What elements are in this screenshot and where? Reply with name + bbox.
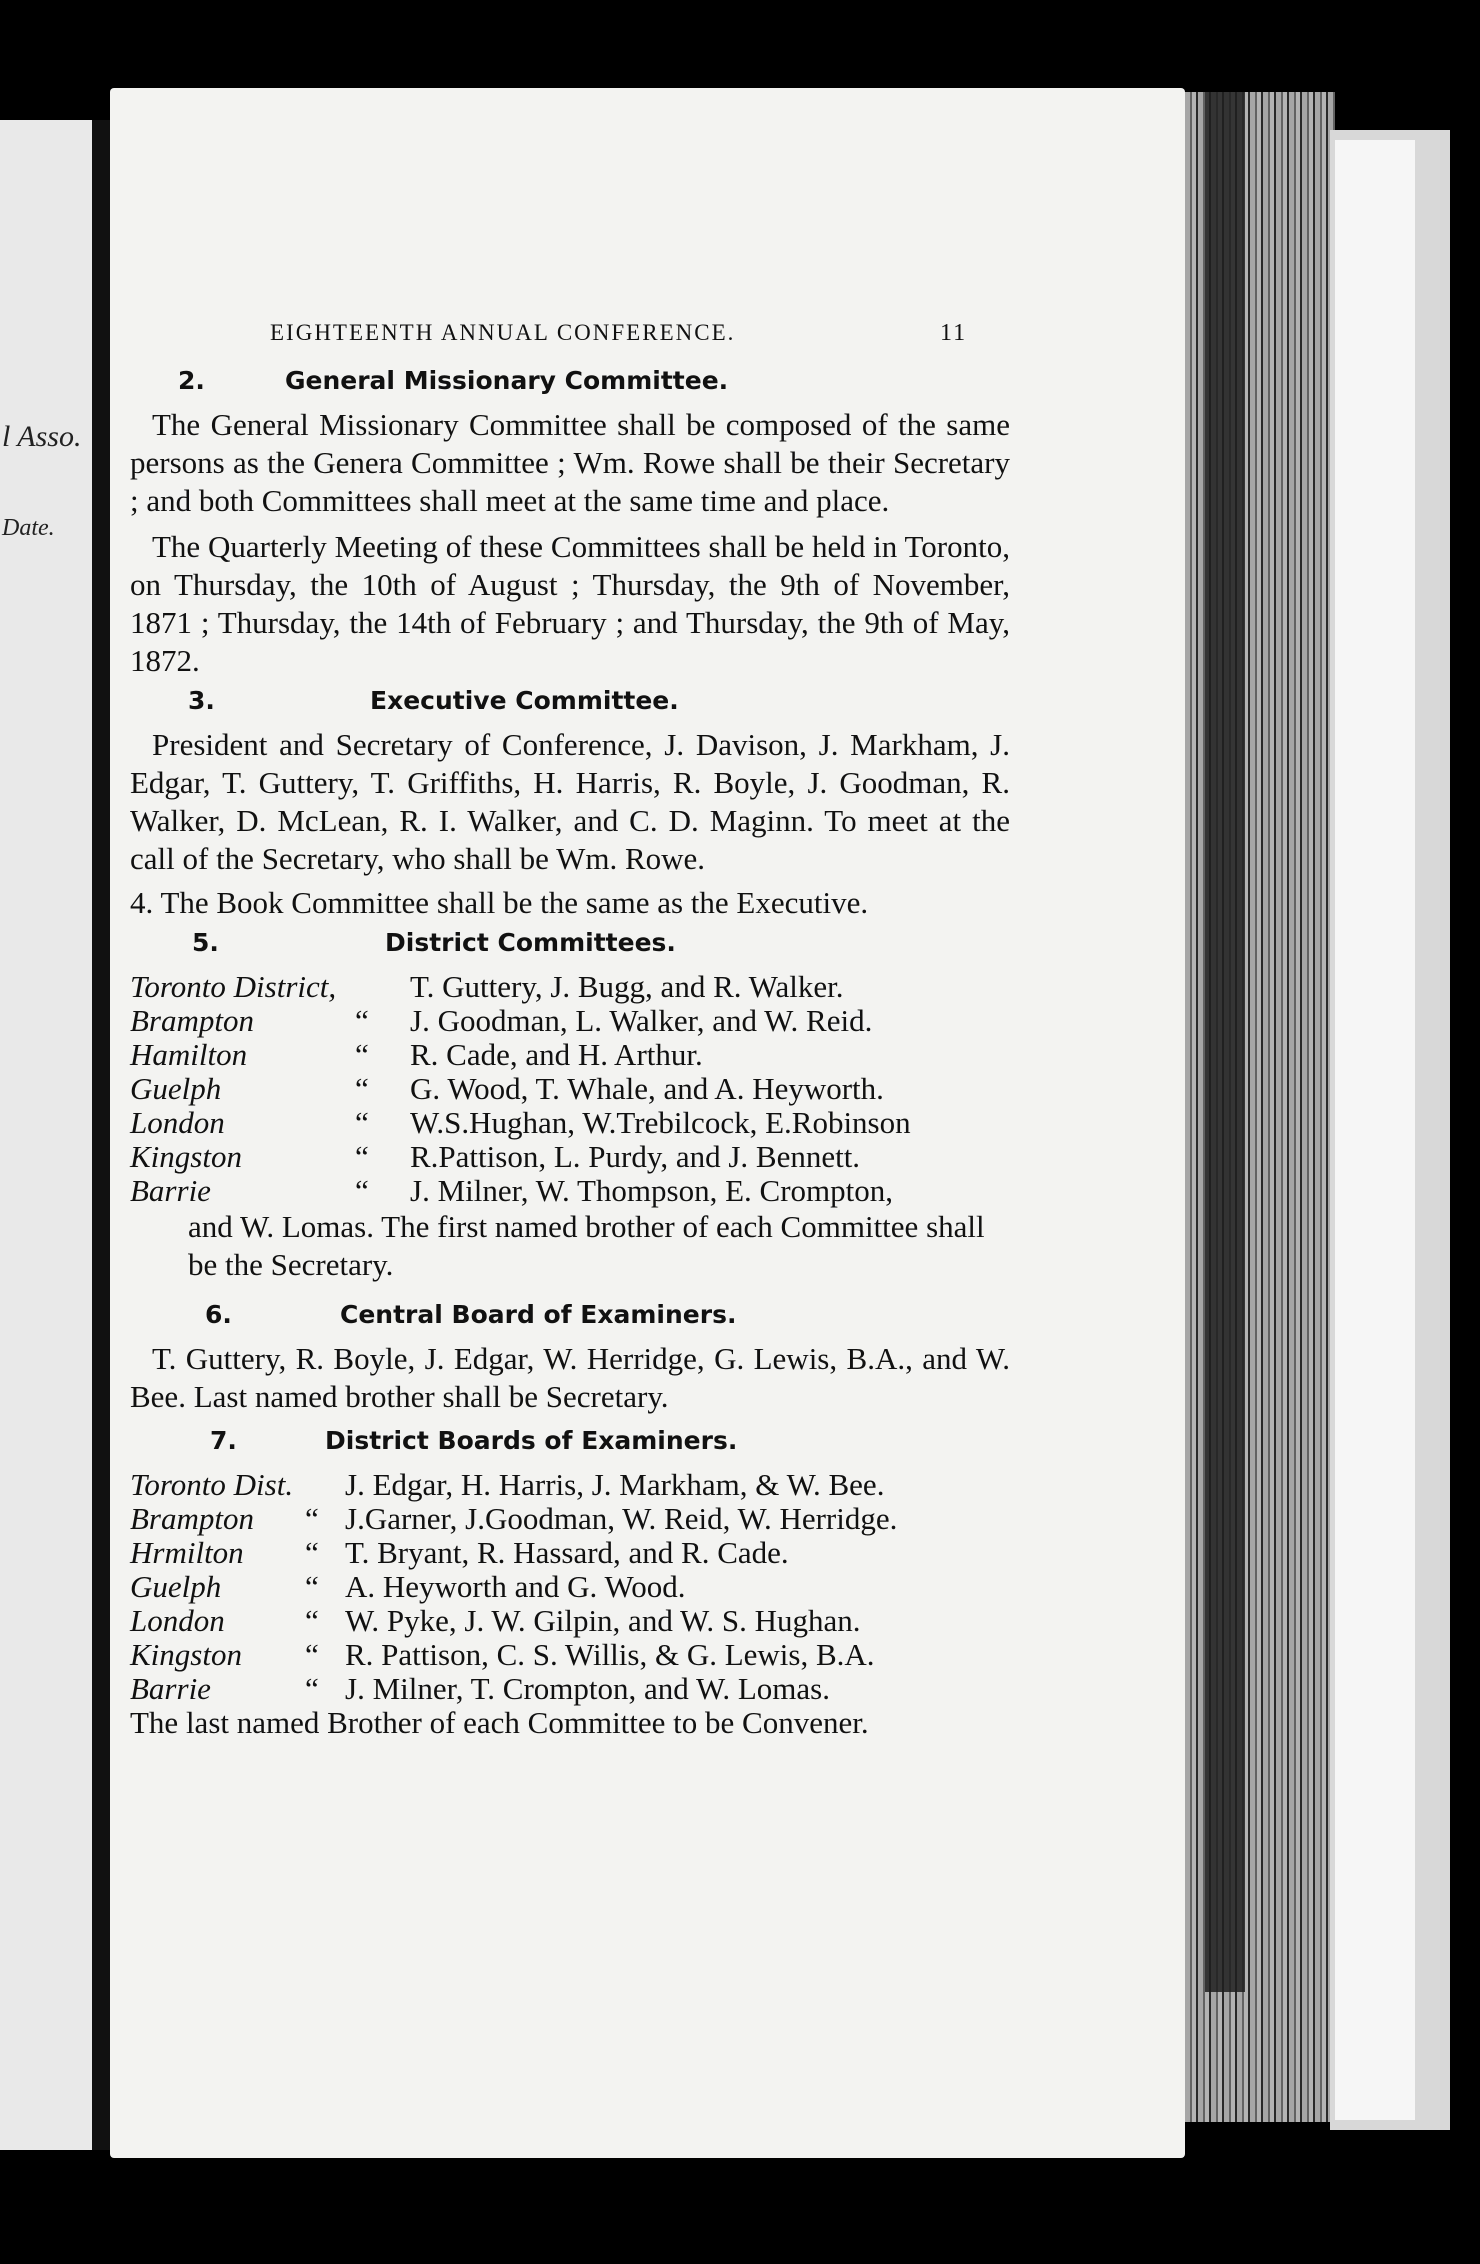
member-list: G. Wood, T. Whale, and A. Heyworth. (410, 1071, 884, 1106)
section-number: 5. (192, 928, 219, 957)
district-name: Toronto Dist. (130, 1467, 294, 1502)
section-title: District Boards of Examiners. (325, 1426, 738, 1455)
list-item (130, 1468, 1010, 1502)
list-item (130, 1672, 1010, 1706)
member-list: J. Milner, T. Crompton, and W. Lomas. (345, 1671, 830, 1706)
left-page-gutter (92, 120, 110, 2150)
ditto-mark: “ (305, 1501, 319, 1536)
board-footer: The last named Brother of each Committee to be Convener. (130, 1705, 869, 1740)
ditto-mark: “ (355, 1071, 369, 1106)
page-number: 11 (940, 320, 968, 346)
left-page-fragment: l Asso. (2, 420, 82, 453)
ditto-mark: “ (305, 1603, 319, 1638)
member-list: T. Bryant, R. Hassard, and R. Cade. (345, 1535, 789, 1570)
header-title: EIGHTEENTH ANNUAL CONFERENCE. (270, 320, 736, 345)
member-list: J. Goodman, L. Walker, and W. Reid. (410, 1003, 873, 1038)
section-heading (130, 922, 1010, 968)
district-name: Kingston (130, 1637, 242, 1672)
district-name: Hrmilton (130, 1535, 244, 1570)
district-committee-list (130, 970, 1010, 1208)
district-name: Hamilton (130, 1037, 248, 1072)
running-header (130, 320, 1010, 360)
list-item (130, 1502, 1010, 1536)
member-list: T. Guttery, J. Bugg, and R. Walker. (410, 969, 844, 1004)
list-item (130, 1604, 1010, 1638)
section-heading (130, 680, 1010, 726)
ditto-mark (305, 1468, 345, 1502)
ditto-mark: “ (355, 1037, 369, 1072)
district-name: Barrie (130, 1173, 211, 1208)
ditto-mark: “ (305, 1569, 319, 1604)
district-name: London (130, 1105, 225, 1140)
member-list: W.S.Hughan, W.Trebilcock, E.Robinson (410, 1105, 911, 1140)
district-name: London (130, 1603, 225, 1638)
member-list: W. Pyke, J. W. Gilpin, and W. S. Hughan. (345, 1603, 861, 1638)
book-committee-line: 4. The Book Committee shall be the same as the Executive. (130, 885, 869, 920)
section-title: Executive Committee. (370, 686, 679, 715)
list-item (130, 1174, 1010, 1208)
paragraph: T. Guttery, R. Boyle, J. Edgar, W. Herridge, G. Lewis, B.A., and W. Bee. Last named brother shall be Secretary. (130, 1341, 1010, 1414)
page-content (130, 320, 1010, 1740)
district-name: Toronto District, (130, 969, 337, 1004)
district-note: and W. Lomas. The first named brother of each Committee shall be the Secretary. (188, 1209, 985, 1282)
back-cover-inner (1335, 140, 1415, 2120)
district-name: Barrie (130, 1671, 211, 1706)
section-title: District Committees. (385, 928, 676, 957)
district-name: Kingston (130, 1139, 242, 1174)
district-name: Guelph (130, 1071, 222, 1106)
district-name: Guelph (130, 1569, 222, 1604)
member-list: R. Cade, and H. Arthur. (410, 1037, 703, 1072)
paragraph: The General Missionary Committee shall be composed of the same persons as the Genera Committee ; Wm. Rowe shall be their Secretary ; and both Committees shall meet at the same time and place. (130, 407, 1010, 518)
district-name: Brampton (130, 1003, 254, 1038)
section-number: 3. (188, 686, 215, 715)
paragraph: President and Secretary of Conference, J. Davison, J. Markham, J. Edgar, T. Guttery, T. Griffiths, H. Harris, R. Boyle, J. Goodman, R. Walker, D. McLean, R. I. Walker, and C. D. Maginn. To meet at the call of the Secretary, who shall be Wm. Rowe. (130, 727, 1010, 876)
section-number: 7. (210, 1426, 237, 1455)
ditto-mark: “ (355, 1173, 369, 1208)
ditto-mark: “ (355, 1105, 369, 1140)
member-list: J.Garner, J.Goodman, W. Reid, W. Herridge. (345, 1501, 898, 1536)
list-item (130, 1106, 1010, 1140)
list-item (130, 1638, 1010, 1672)
section-heading (130, 1294, 1010, 1340)
section-number: 6. (205, 1300, 232, 1329)
member-list: R. Pattison, C. S. Willis, & G. Lewis, B.A. (345, 1637, 875, 1672)
list-item (130, 1038, 1010, 1072)
member-list: J. Edgar, H. Harris, J. Markham, & W. Bee. (345, 1467, 885, 1502)
list-item (130, 1536, 1010, 1570)
section-heading (130, 1420, 1010, 1466)
ditto-mark: “ (305, 1535, 319, 1570)
list-item (130, 970, 1010, 1004)
book-fore-edge (1205, 92, 1245, 1992)
section-title: General Missionary Committee. (285, 366, 729, 395)
section-number: 2. (178, 366, 205, 395)
section-title: Central Board of Examiners. (340, 1300, 737, 1329)
district-name: Brampton (130, 1501, 254, 1536)
member-list: A. Heyworth and G. Wood. (345, 1569, 686, 1604)
member-list: R.Pattison, L. Purdy, and J. Bennett. (410, 1139, 861, 1174)
list-item (130, 1072, 1010, 1106)
ditto-mark: “ (305, 1637, 319, 1672)
left-page-fragment: Date. (2, 515, 55, 541)
ditto-mark: “ (355, 1003, 369, 1038)
section-heading (130, 360, 1010, 406)
ditto-mark: “ (355, 1139, 369, 1174)
ditto-mark (355, 970, 410, 1004)
paragraph: The Quarterly Meeting of these Committees shall be held in Toronto, on Thursday, the 10th of August ; Thursday, the 9th of November, 1871 ; Thursday, the 14th of February ; and Thursday, the 9th of May, 1872. (130, 529, 1010, 678)
district-board-list (130, 1468, 1010, 1706)
member-list: J. Milner, W. Thompson, E. Crompton, (410, 1173, 894, 1208)
list-item (130, 1140, 1010, 1174)
list-item (130, 1004, 1010, 1038)
list-item (130, 1570, 1010, 1604)
ditto-mark: “ (305, 1671, 319, 1706)
